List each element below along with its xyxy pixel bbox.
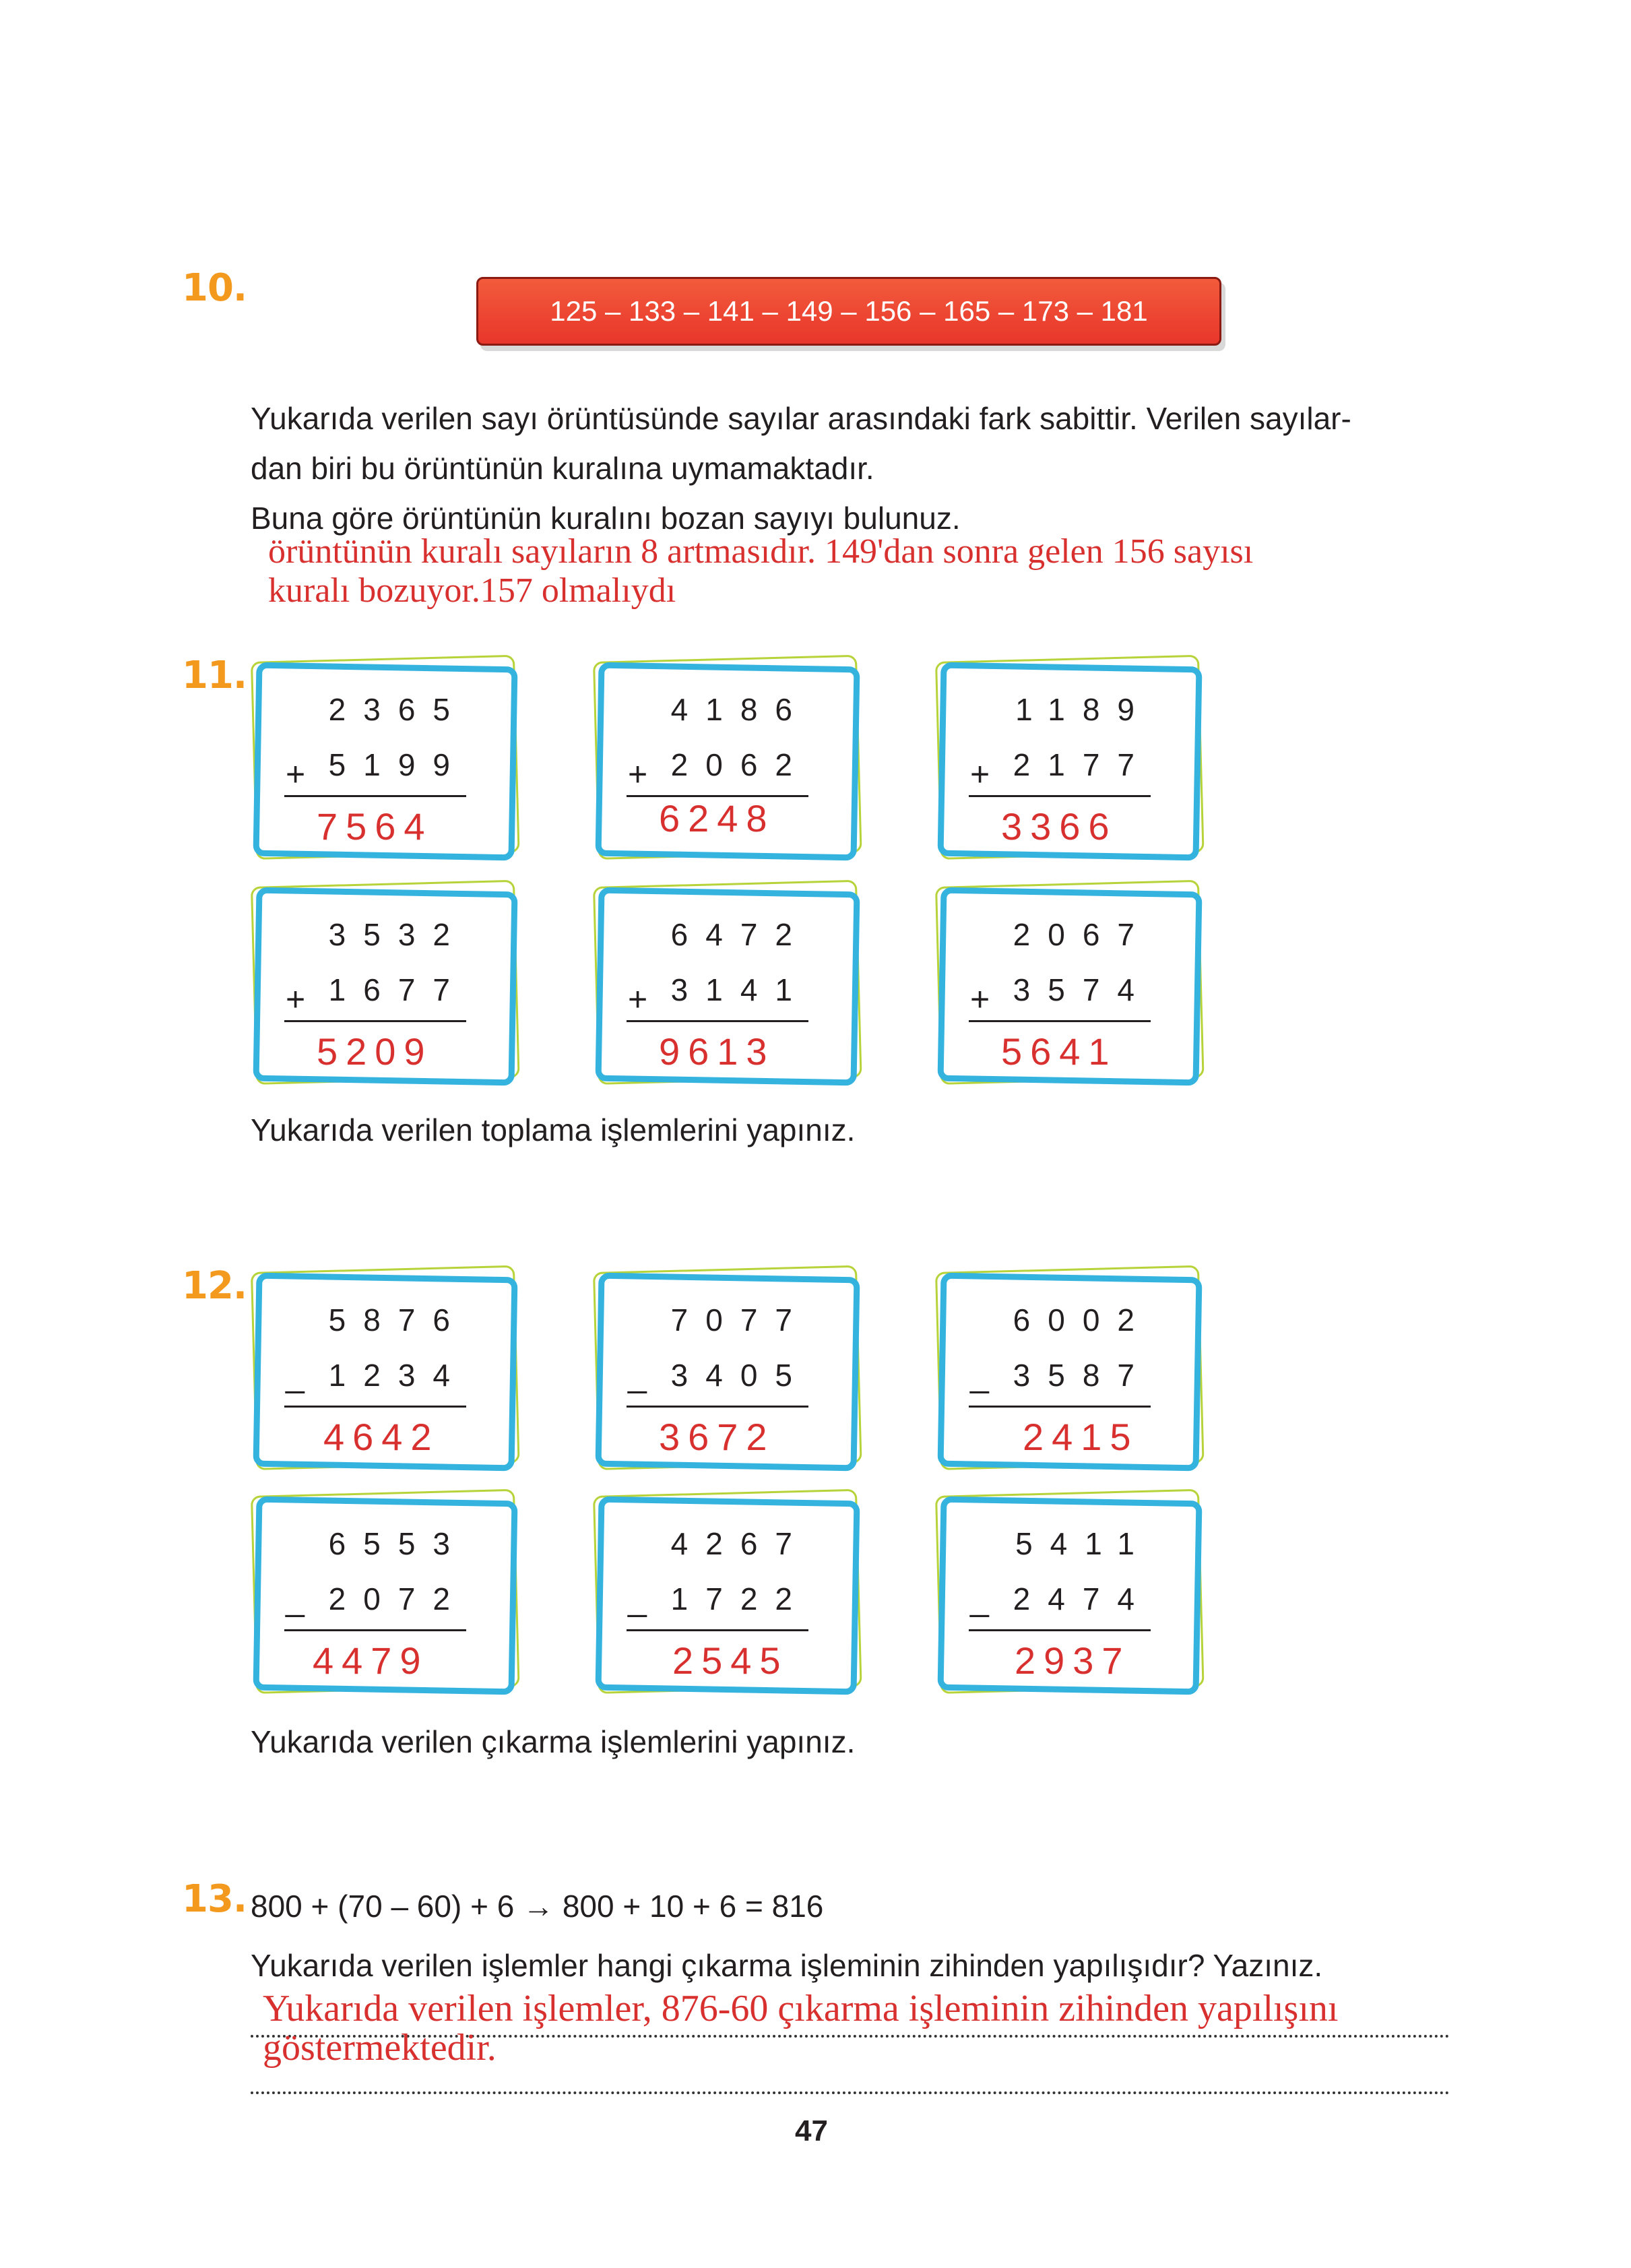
- q13-expression: 800 + (70 – 60) + 6 → 800 + 10 + 6 = 816: [251, 1889, 824, 1924]
- handwritten-difference: 4479: [313, 1639, 429, 1682]
- plus-sign: +: [970, 980, 990, 1018]
- question-number-10: 10.: [182, 266, 247, 310]
- first-addend: 4186: [670, 692, 810, 727]
- handwritten-sum: 7564: [317, 805, 433, 848]
- difference-line: [969, 1406, 1151, 1408]
- plus-sign: +: [286, 755, 306, 793]
- addition-card: [251, 887, 513, 1075]
- second-addend: 1677: [328, 972, 468, 1007]
- second-addend: 3574: [1013, 972, 1152, 1007]
- first-addend: 2365: [328, 692, 468, 727]
- second-addend: 2177: [1013, 747, 1152, 782]
- subtraction-card: [935, 1272, 1198, 1461]
- sum-line: [627, 1020, 808, 1022]
- minuend: 6002: [1013, 1302, 1152, 1337]
- q11-instruction: Yukarıda verilen toplama işlemlerini yapınız.: [251, 1112, 856, 1147]
- subtrahend: 2072: [328, 1581, 468, 1616]
- handwritten-difference: 4642: [323, 1416, 440, 1458]
- subtrahend: 1234: [328, 1358, 468, 1393]
- q13-handwritten-answer-line1: Yukarıda verilen işlemler, 876-60 çıkarma işleminin zihinden yapılışını: [263, 1988, 1339, 2029]
- sum-line: [969, 795, 1151, 797]
- minuend: 4267: [670, 1526, 810, 1561]
- difference-line: [627, 1406, 808, 1408]
- sum-line: [284, 795, 466, 797]
- plus-sign: +: [628, 755, 648, 793]
- handwritten-difference: 3672: [659, 1416, 775, 1458]
- handwritten-difference: 2937: [1015, 1639, 1131, 1682]
- minus-sign: _: [286, 1580, 305, 1618]
- minuend: 5876: [328, 1302, 468, 1337]
- addition-card: [593, 662, 856, 850]
- minus-sign: _: [628, 1580, 647, 1618]
- handwritten-difference: 2545: [672, 1639, 789, 1682]
- difference-line: [284, 1406, 466, 1408]
- q13-question: Yukarıda verilen işlemler hangi çıkarma işleminin zihinden yapılışıdır? Yazınız.: [251, 1948, 1323, 1983]
- handwritten-sum: 6248: [659, 797, 775, 840]
- difference-line: [627, 1629, 808, 1631]
- minus-sign: _: [286, 1356, 305, 1394]
- subtraction-card: [935, 1496, 1198, 1684]
- sequence-banner: [476, 277, 1221, 346]
- q13-handwritten-answer-line2: göstermektedir.: [263, 2027, 497, 2069]
- subtraction-card: [251, 1272, 513, 1461]
- subtrahend: 3405: [670, 1358, 810, 1393]
- handwritten-sum: 5641: [1001, 1030, 1118, 1073]
- sum-line: [284, 1020, 466, 1022]
- answer-dotted-line: [251, 2091, 1450, 2094]
- subtraction-card: [593, 1496, 856, 1684]
- plus-sign: +: [628, 980, 648, 1018]
- addition-card: [935, 887, 1198, 1075]
- first-addend: 1189: [1015, 692, 1152, 727]
- q12-instruction: Yukarıda verilen çıkarma işlemlerini yapınız.: [251, 1724, 856, 1759]
- subtraction-card: [593, 1272, 856, 1461]
- handwritten-sum: 3366: [1001, 805, 1118, 848]
- minuend: 7077: [670, 1302, 810, 1337]
- minus-sign: _: [970, 1580, 989, 1618]
- subtrahend: 3587: [1013, 1358, 1152, 1393]
- second-addend: 2062: [670, 747, 810, 782]
- minuend: 5411: [1015, 1526, 1152, 1561]
- q10-handwritten-answer-line2: kuralı bozuyor.157 olmalıydı: [268, 571, 676, 610]
- sum-line: [969, 1020, 1151, 1022]
- handwritten-sum: 9613: [659, 1030, 775, 1073]
- q10-handwritten-answer-line1: örüntünün kuralı sayıların 8 artmasıdır. 149'dan sonra gelen 156 sayısı: [268, 532, 1254, 571]
- sequence-text: 125 – 133 – 141 – 149 – 156 – 165 – 173 – 181: [550, 295, 1148, 327]
- handwritten-difference: 2415: [1023, 1416, 1139, 1458]
- subtrahend: 1722: [670, 1581, 810, 1616]
- addition-card: [251, 662, 513, 850]
- first-addend: 2067: [1013, 917, 1152, 952]
- question-number-11: 11.: [182, 654, 247, 697]
- first-addend: 6472: [670, 917, 810, 952]
- minuend: 6553: [328, 1526, 468, 1561]
- question-number-12: 12.: [182, 1264, 247, 1308]
- plus-sign: +: [970, 755, 990, 793]
- q10-text-line3: Buna göre örüntünün kuralını bozan sayıyı bulunuz.: [251, 501, 961, 536]
- q10-text-line2: dan biri bu örüntünün kuralına uymamaktadır.: [251, 451, 874, 486]
- minus-sign: _: [970, 1356, 989, 1394]
- minus-sign: _: [628, 1356, 647, 1394]
- difference-line: [284, 1629, 466, 1631]
- handwritten-sum: 5209: [317, 1030, 433, 1073]
- page-number: 47: [795, 2114, 828, 2147]
- question-number-13: 13.: [182, 1877, 247, 1921]
- first-addend: 3532: [328, 917, 468, 952]
- q10-text-line1: Yukarıda verilen sayı örüntüsünde sayılar arasındaki fark sabittir. Verilen sayılar-: [251, 401, 1351, 436]
- subtraction-card: [251, 1496, 513, 1684]
- difference-line: [969, 1629, 1151, 1631]
- addition-card: [593, 887, 856, 1075]
- subtrahend: 2474: [1013, 1581, 1152, 1616]
- addition-card: [935, 662, 1198, 850]
- plus-sign: +: [286, 980, 306, 1018]
- second-addend: 3141: [670, 972, 810, 1007]
- second-addend: 5199: [328, 747, 468, 782]
